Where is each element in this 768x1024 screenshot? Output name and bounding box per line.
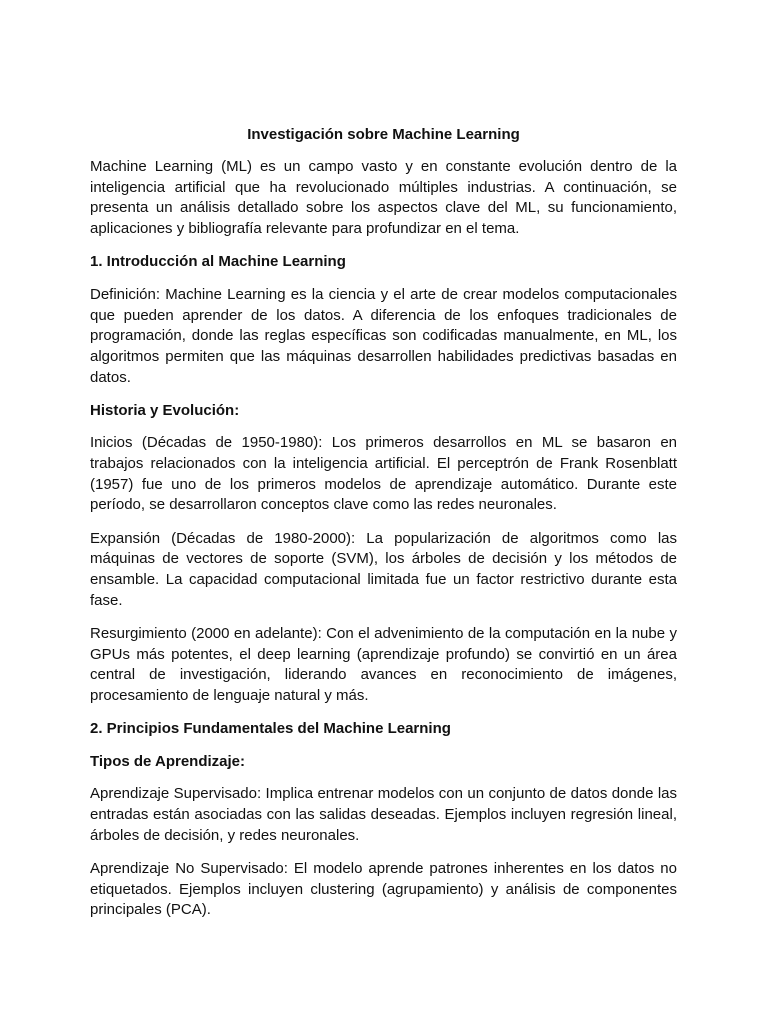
document-page <box>90 125 677 933</box>
types-heading: Tipos de Aprendizaje: <box>90 752 246 770</box>
document-title: Investigación sobre Machine Learning <box>247 126 520 143</box>
section-1-heading: 1. Introducción al Machine Learning <box>90 253 346 271</box>
history-heading: Historia y Evolución: <box>90 401 240 419</box>
type-paragraph-no-supervisado: Aprendizaje No Supervisado: El modelo aprende patrones inherentes en los datos no etiquetados. Ejemplos incluyen clustering (agrupamiento) y análisis de componentes principales (PCA). <box>90 859 677 919</box>
intro-paragraph: Machine Learning (ML) es un campo vasto y en constante evolución dentro de la inteligencia artificial que ha revolucionado múltiples industrias. A continuación, se presenta un análisis detallado sobre los aspectos clave del ML, su funcionamiento, aplicaciones y bibliografía relevante para profundizar en el tema. <box>90 158 677 238</box>
definition-paragraph: Definición: Machine Learning es la ciencia y el arte de crear modelos computacionales que pueden aprender de los datos. A diferencia de los enfoques tradicionales de programación, donde las reglas específicas son codificadas manualmente, en ML, los algoritmos permiten que las máquinas desarrollen habilidades predictivas basadas en datos. <box>90 285 677 386</box>
history-paragraph-resurgimiento: Resurgimiento (2000 en adelante): Con el advenimiento de la computación en la nube y GPUs más potentes, el deep learning (aprendizaje profundo) se convirtió en un área central de investigación, liderando avances en reconocimiento de imágenes, procesamiento de lenguaje natural y más. <box>90 624 677 705</box>
section-2-heading: 2. Principios Fundamentales del Machine Learning <box>90 720 451 738</box>
history-paragraph-inicios: Inicios (Décadas de 1950-1980): Los primeros desarrollos en ML se basaron en trabajos relacionados con la inteligencia artificial. El perceptrón de Frank Rosenblatt (1957) fue uno de los primeros modelos de aprendizaje automático. Durante este período, se desarrollaron conceptos clave como las redes neuronales. <box>90 434 677 514</box>
type-paragraph-supervisado: Aprendizaje Supervisado: Implica entrenar modelos con un conjunto de datos donde las entradas están asociadas con las salidas deseadas. Ejemplos incluyen regresión lineal, árboles de decisión, y redes neuronales. <box>90 785 677 844</box>
history-paragraph-expansion: Expansión (Décadas de 1980-2000): La popularización de algoritmos como las máquinas de vectores de soporte (SVM), los árboles de decisión y los métodos de ensamble. La capacidad computacional limitada fue un factor restrictivo durante esta fase. <box>90 529 677 609</box>
